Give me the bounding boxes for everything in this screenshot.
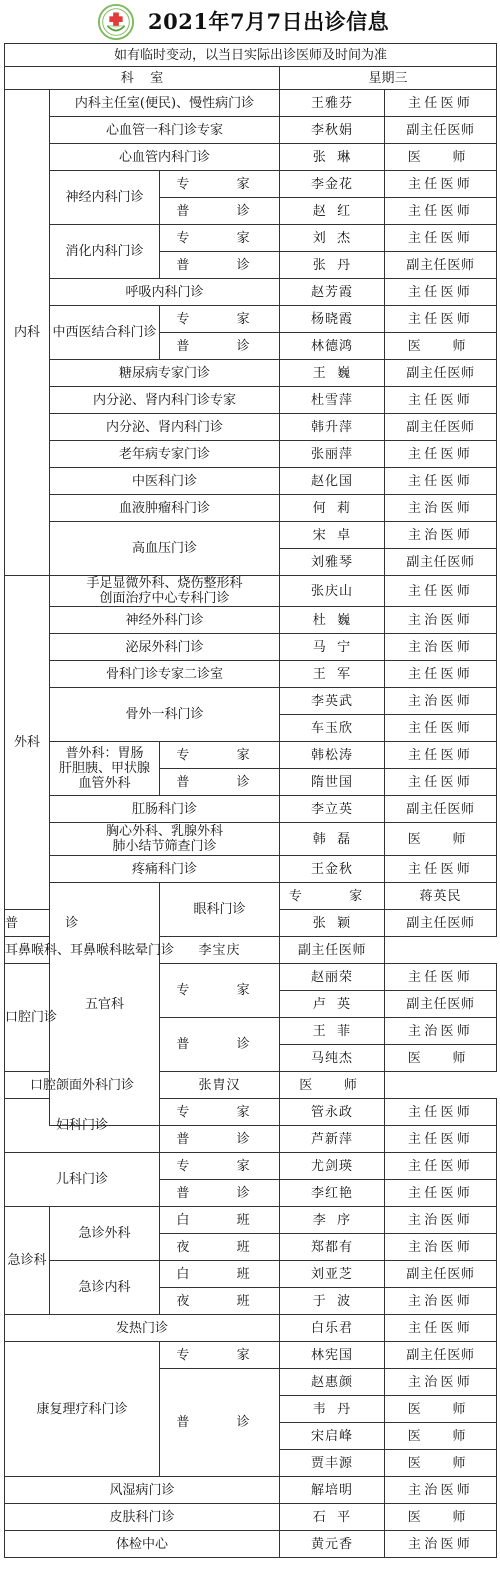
- dept-name: 急诊内科: [50, 1261, 160, 1315]
- dept-name: 儿科门诊: [5, 1153, 160, 1207]
- doctor-name: 宋 卓: [280, 522, 385, 549]
- doctor-name: 张丽萍: [280, 441, 385, 468]
- doctor-title: 医 师: [385, 1423, 497, 1450]
- table-row: [5, 225, 497, 252]
- table-row: [5, 742, 497, 769]
- table-row: [5, 90, 497, 117]
- table-row: [5, 634, 497, 661]
- dept-name: 高血压门诊: [50, 522, 280, 576]
- doctor-name: 张 琳: [280, 144, 385, 171]
- doctor-title: 医 师: [385, 1504, 497, 1531]
- sub-type: 普 诊: [160, 198, 280, 225]
- table-row: [5, 279, 497, 306]
- doctor-name: 韩 磊: [280, 823, 385, 856]
- dept-name: 急诊外科: [50, 1207, 160, 1261]
- doctor-title: 主任医师: [385, 90, 497, 117]
- doctor-name: 白乐君: [280, 1315, 385, 1342]
- dept-name: 耳鼻喉科、耳鼻喉科眩晕门诊: [5, 937, 160, 964]
- doctor-title: 医 师: [385, 1450, 497, 1477]
- sub-type: 普 诊: [160, 1126, 280, 1153]
- table-row: [5, 441, 497, 468]
- table-row: [5, 607, 497, 634]
- doctor-name: 隋世国: [280, 769, 385, 796]
- doctor-title: 主任医师: [385, 198, 497, 225]
- dept-name: 中西医结合科门诊: [50, 306, 160, 360]
- doctor-name: 杜 巍: [280, 607, 385, 634]
- table-row: [5, 1099, 497, 1126]
- doctor-name: 何 莉: [280, 495, 385, 522]
- sub-type: 专 家: [160, 1099, 280, 1126]
- dept-name-line: 普外科：胃肠: [65, 746, 144, 761]
- doctor-name: 刘亚芝: [280, 1261, 385, 1288]
- table-row: [5, 495, 497, 522]
- doctor-name: 李立英: [280, 796, 385, 823]
- doctor-title: 副主任医师: [385, 414, 497, 441]
- department-column-header: 科 室: [5, 67, 280, 90]
- page-header: [0, 0, 500, 44]
- sub-type: 普 诊: [160, 769, 280, 796]
- doctor-name: 李英武: [280, 688, 385, 715]
- dept-name: 肛肠科门诊: [50, 796, 280, 823]
- doctor-name: 于 波: [280, 1288, 385, 1315]
- doctor-name: 宋启峰: [280, 1423, 385, 1450]
- doctor-title: 主任医师: [385, 856, 497, 883]
- doctor-name: 张 颖: [280, 910, 385, 937]
- doctor-name: 王 菲: [280, 1018, 385, 1045]
- dept-name: 血液肿瘤科门诊: [50, 495, 280, 522]
- section-neike: 内科: [5, 90, 50, 576]
- doctor-name: 刘雅琴: [280, 549, 385, 576]
- table-row: [5, 1477, 497, 1504]
- doctor-name: 李 序: [280, 1207, 385, 1234]
- doctor-name: 芦新萍: [280, 1126, 385, 1153]
- doctor-name: 石 平: [280, 1504, 385, 1531]
- sub-type: 专 家: [160, 306, 280, 333]
- sub-type: 普 诊: [160, 252, 280, 279]
- doctor-name: 韩松涛: [280, 742, 385, 769]
- doctor-title: 副主任医师: [385, 991, 497, 1018]
- table-row: [5, 306, 497, 333]
- doctor-name: 管永政: [280, 1099, 385, 1126]
- dept-name: 口腔门诊: [5, 964, 50, 1072]
- dept-name: 神经内科门诊: [50, 171, 160, 225]
- doctor-title: 主任医师: [385, 468, 497, 495]
- dept-name: 心血管一科门诊专家: [50, 117, 280, 144]
- table-row: [5, 1315, 497, 1342]
- table-row: [5, 117, 497, 144]
- table-row: [5, 360, 497, 387]
- sub-type: 白 班: [160, 1261, 280, 1288]
- doctor-title: 主治医师: [385, 688, 497, 715]
- table-row: [5, 576, 497, 607]
- dept-name: 老年病专家门诊: [50, 441, 280, 468]
- doctor-title: 主任医师: [385, 1153, 497, 1180]
- sub-type: 专 家: [280, 883, 385, 910]
- dept-name-line: 手足显微外科、烧伤整形科: [86, 576, 243, 591]
- dept-name-line: 肝胆胰、甲状腺: [58, 761, 150, 776]
- doctor-name: 卢 英: [280, 991, 385, 1018]
- doctor-title: 主任医师: [385, 306, 497, 333]
- dept-name: 中医科门诊: [50, 468, 280, 495]
- dept-name: 神经外科门诊: [50, 607, 280, 634]
- section-wuguanke: 五官科: [50, 883, 160, 1126]
- doctor-title: 主任医师: [385, 742, 497, 769]
- table-row: [5, 1153, 497, 1180]
- doctor-name: 赵丽荣: [280, 964, 385, 991]
- doctor-title: 医 师: [385, 823, 497, 856]
- sub-type: 专 家: [160, 225, 280, 252]
- page-title: 2021年7月7日出诊信息: [148, 9, 390, 34]
- table-row: [5, 468, 497, 495]
- doctor-name: 张庆山: [280, 576, 385, 607]
- table-row: [5, 1342, 497, 1369]
- doctor-name: 杜雪萍: [280, 387, 385, 414]
- doctor-name: 刘 杰: [280, 225, 385, 252]
- doctor-name: 蒋英民: [385, 883, 497, 910]
- doctor-title: 主任医师: [385, 1126, 497, 1153]
- doctor-title: 副主任医师: [385, 252, 497, 279]
- doctor-name: 赵化国: [280, 468, 385, 495]
- doctor-name: 黄元香: [280, 1531, 385, 1558]
- dept-name: 风湿病门诊: [5, 1477, 280, 1504]
- table-row: [5, 823, 497, 856]
- doctor-name: 王 军: [280, 661, 385, 688]
- doctor-title: 医 师: [385, 333, 497, 360]
- doctor-name: 郑都有: [280, 1234, 385, 1261]
- sub-type: 普 诊: [160, 1369, 280, 1477]
- doctor-name: 李红艳: [280, 1180, 385, 1207]
- doctor-title: 主任医师: [385, 1180, 497, 1207]
- doctor-title: 副主任医师: [280, 937, 385, 964]
- dept-name: 消化内科门诊: [50, 225, 160, 279]
- doctor-name: 王金秋: [280, 856, 385, 883]
- dept-name: 内分泌、肾内科门诊专家: [50, 387, 280, 414]
- doctor-name: 李宝庆: [160, 937, 280, 964]
- dept-name: 口腔颌面外科门诊: [5, 1072, 160, 1099]
- table-row: [5, 937, 497, 964]
- hospital-logo-icon: [97, 3, 135, 41]
- doctor-name: 赵芳霞: [280, 279, 385, 306]
- doctor-name: 赵惠颜: [280, 1369, 385, 1396]
- doctor-title: 副主任医师: [385, 117, 497, 144]
- doctor-title: 主治医师: [385, 1369, 497, 1396]
- doctor-title: 主治医师: [385, 634, 497, 661]
- doctor-title: 主任医师: [385, 964, 497, 991]
- schedule-table: [4, 43, 497, 1558]
- sub-type: 专 家: [160, 171, 280, 198]
- dept-name-line: 血管外科: [78, 776, 131, 791]
- doctor-title: 主治医师: [385, 495, 497, 522]
- doctor-name: 解培明: [280, 1477, 385, 1504]
- table-row: [5, 171, 497, 198]
- dept-name: 内科主任室(便民)、慢性病门诊: [50, 90, 280, 117]
- doctor-name: 张胄汉: [160, 1072, 280, 1099]
- dept-name-line: 肺小结节筛查门诊: [112, 839, 217, 854]
- dept-name: 皮肤科门诊: [5, 1504, 280, 1531]
- table-row: [5, 522, 497, 549]
- dept-name-line: 胸心外科、乳腺外科: [105, 824, 223, 839]
- doctor-title: 主治医师: [385, 1288, 497, 1315]
- dept-name: [50, 823, 280, 856]
- doctor-title: 主治医师: [385, 1477, 497, 1504]
- doctor-title: 主治医师: [385, 607, 497, 634]
- notice-text: 如有临时变动，以当日实际出诊医师及时间为准: [5, 44, 497, 67]
- doctor-title: 主任医师: [385, 387, 497, 414]
- sub-type: 夜 班: [160, 1288, 280, 1315]
- doctor-title: 主任医师: [385, 1099, 497, 1126]
- dept-name: 骨外一科门诊: [50, 688, 280, 742]
- dept-name: [50, 576, 280, 607]
- table-row: [5, 1261, 497, 1288]
- sub-type: 专 家: [160, 1342, 280, 1369]
- table-row: [5, 1531, 497, 1558]
- doctor-title: 副主任医师: [385, 796, 497, 823]
- column-header-row: [5, 67, 497, 90]
- doctor-title: 主任医师: [385, 225, 497, 252]
- table-row: [5, 387, 497, 414]
- sub-type: 专 家: [160, 1153, 280, 1180]
- table-row: [5, 1072, 497, 1099]
- doctor-title: 主治医师: [385, 1234, 497, 1261]
- table-row: [5, 1504, 497, 1531]
- dept-name: 体检中心: [5, 1531, 280, 1558]
- doctor-name: 李秋娟: [280, 117, 385, 144]
- sub-type: 专 家: [160, 964, 280, 1018]
- doctor-title: 医 师: [385, 1396, 497, 1423]
- doctor-name: 车玉欣: [280, 715, 385, 742]
- section-jizhenke: 急诊科: [5, 1207, 50, 1315]
- dept-name: 骨科门诊专家二诊室: [50, 661, 280, 688]
- doctor-title: 主治医师: [385, 1531, 497, 1558]
- doctor-title: 主任医师: [385, 715, 497, 742]
- doctor-title: 副主任医师: [385, 1261, 497, 1288]
- dept-name: 疼痛科门诊: [50, 856, 280, 883]
- dept-name-line: 创面治疗中心专科门诊: [99, 591, 230, 606]
- table-row: [5, 414, 497, 441]
- doctor-title: 副主任医师: [385, 910, 497, 937]
- doctor-title: 主任医师: [385, 661, 497, 688]
- dept-name: 心血管内科门诊: [50, 144, 280, 171]
- weekday-column-header: 星期三: [280, 67, 497, 90]
- doctor-title: 主治医师: [385, 1207, 497, 1234]
- section-waike: 外科: [5, 576, 50, 910]
- dept-name: 泌尿外科门诊: [50, 634, 280, 661]
- doctor-name: 马 宁: [280, 634, 385, 661]
- table-row: [5, 796, 497, 823]
- doctor-title: 医 师: [280, 1072, 385, 1099]
- doctor-title: 主任医师: [385, 171, 497, 198]
- doctor-title: 主任医师: [385, 769, 497, 796]
- doctor-name: 尤剑瑛: [280, 1153, 385, 1180]
- doctor-name: 马纯杰: [280, 1045, 385, 1072]
- dept-name: 眼科门诊: [160, 883, 280, 937]
- doctor-title: 主任医师: [385, 576, 497, 607]
- dept-name: 康复理疗科门诊: [5, 1342, 160, 1477]
- dept-name: [50, 742, 160, 796]
- doctor-title: 副主任医师: [385, 549, 497, 576]
- doctor-name: 李金花: [280, 171, 385, 198]
- sub-type: 普 诊: [160, 1180, 280, 1207]
- sub-type: 专 家: [160, 742, 280, 769]
- sub-type: 夜 班: [160, 1234, 280, 1261]
- sub-type: 普 诊: [160, 1018, 280, 1072]
- dept-name: 妇科门诊: [5, 1099, 160, 1153]
- notice-row: [5, 44, 497, 67]
- table-row: [5, 883, 497, 910]
- doctor-name: 林宪国: [280, 1342, 385, 1369]
- doctor-title: 主治医师: [385, 1018, 497, 1045]
- dept-name: 糖尿病专家门诊: [50, 360, 280, 387]
- doctor-name: 张 丹: [280, 252, 385, 279]
- doctor-title: 主治医师: [385, 522, 497, 549]
- table-row: [5, 688, 497, 715]
- doctor-title: 副主任医师: [385, 360, 497, 387]
- doctor-name: 韦 丹: [280, 1396, 385, 1423]
- dept-name: 呼吸内科门诊: [50, 279, 280, 306]
- doctor-name: 王 巍: [280, 360, 385, 387]
- doctor-name: 杨晓霞: [280, 306, 385, 333]
- sub-type: 普 诊: [160, 333, 280, 360]
- doctor-name: 赵 红: [280, 198, 385, 225]
- doctor-title: 医 师: [385, 1045, 497, 1072]
- doctor-title: 医 师: [385, 144, 497, 171]
- doctor-name: 韩升萍: [280, 414, 385, 441]
- dept-name: 内分泌、肾内科门诊: [50, 414, 280, 441]
- sub-type: 普 诊: [5, 910, 50, 937]
- table-row: [5, 661, 497, 688]
- dept-name: 发热门诊: [5, 1315, 280, 1342]
- table-row: [5, 144, 497, 171]
- table-row: [5, 856, 497, 883]
- doctor-title: 主任医师: [385, 1315, 497, 1342]
- doctor-name: 贾丰源: [280, 1450, 385, 1477]
- doctor-title: 主任医师: [385, 279, 497, 306]
- doctor-title: 副主任医师: [385, 1342, 497, 1369]
- doctor-name: 王雅芬: [280, 90, 385, 117]
- table-row: [5, 1207, 497, 1234]
- doctor-name: 林德鸿: [280, 333, 385, 360]
- doctor-title: 主任医师: [385, 441, 497, 468]
- sub-type: 白 班: [160, 1207, 280, 1234]
